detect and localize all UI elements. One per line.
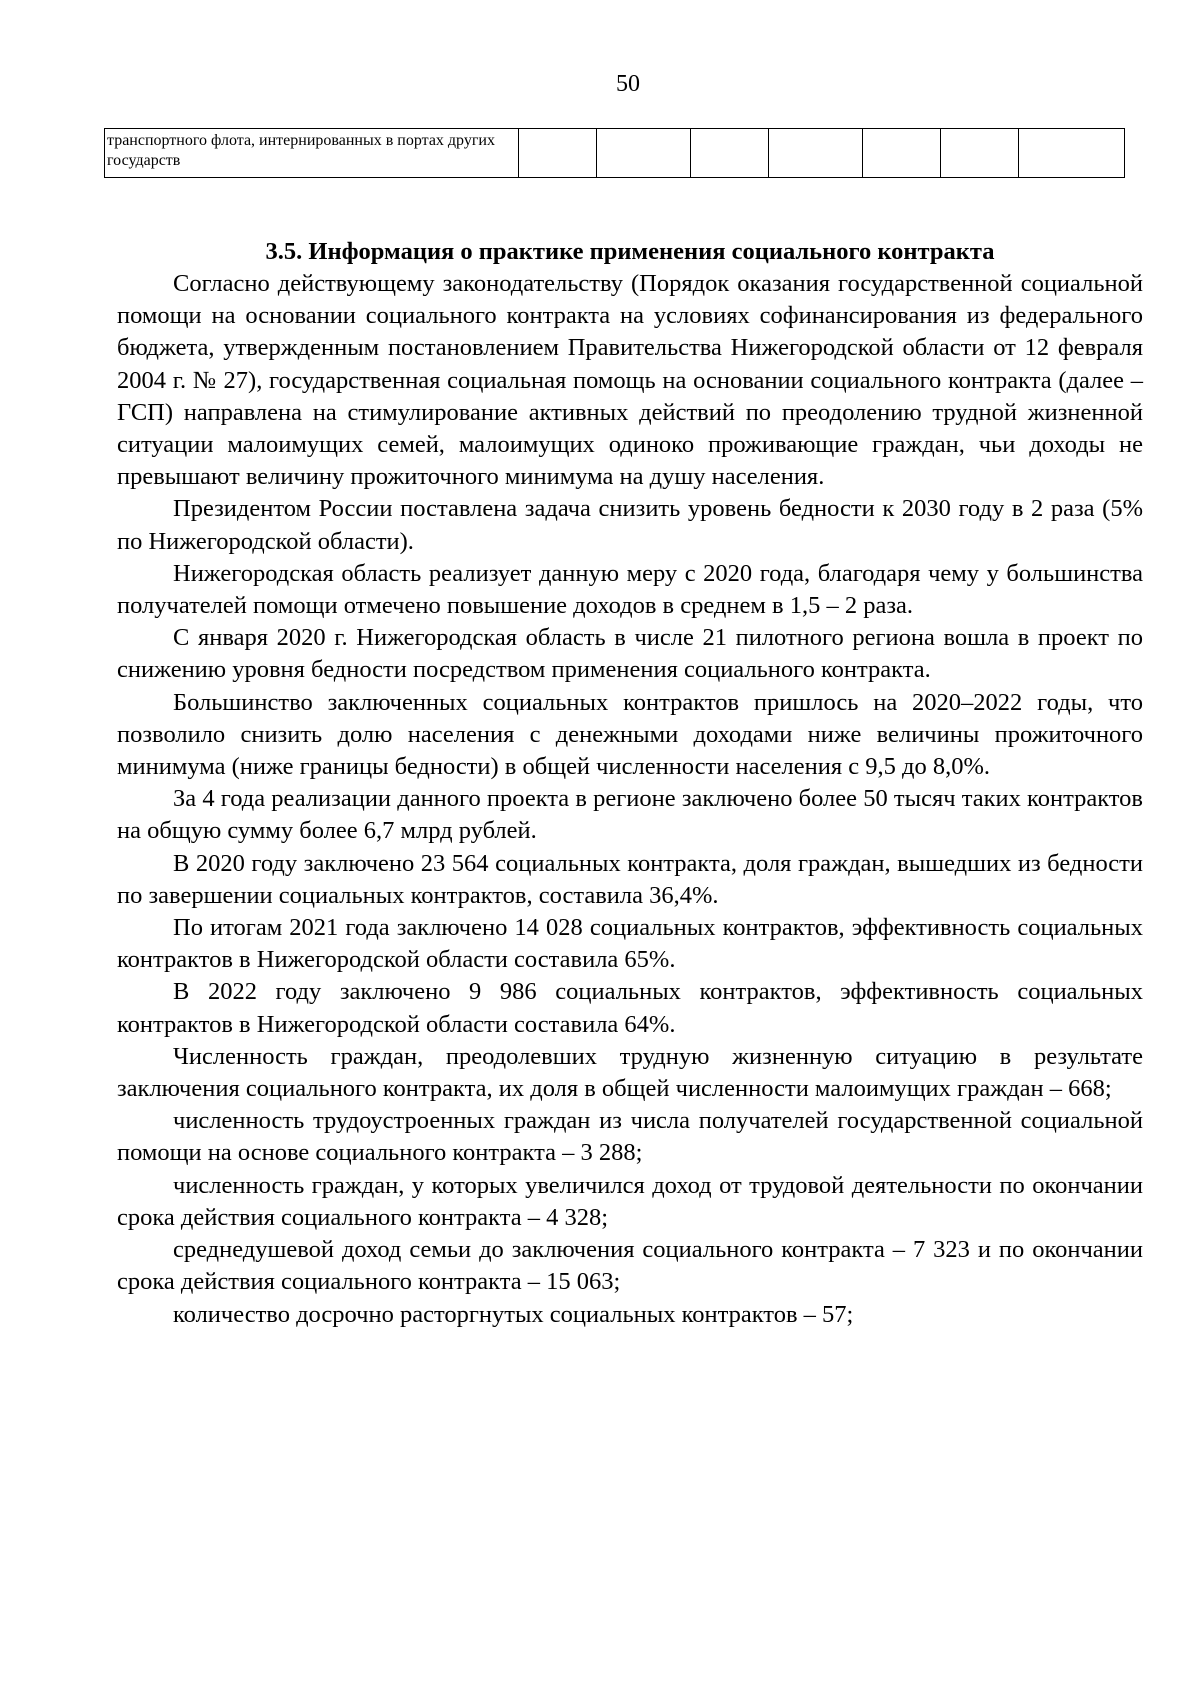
- paragraph: В 2022 году заключено 9 986 социальных контрактов, эффективность социальных контрактов в Нижегородской области составила 64%.: [117, 978, 1143, 1038]
- table-cell: [597, 129, 691, 178]
- table-cell: [1019, 129, 1125, 178]
- paragraph: численность трудоустроенных граждан из числа получателей государственной социальной помощи на основе социального контракта – 3 288;: [117, 1107, 1143, 1167]
- table-cell-label: транспортного флота, интернированных в портах других государств: [105, 129, 519, 178]
- paragraph: С января 2020 г. Нижегородская область в числе 21 пилотного региона вошла в проект по снижению уровня бедности посредством применения социального контракта.: [117, 624, 1143, 684]
- paragraph: В 2020 году заключено 23 564 социальных контракта, доля граждан, вышедших из бедности по завершении социальных контрактов, составила 36,4%.: [117, 849, 1143, 909]
- table-cell: [863, 129, 941, 178]
- section-title: 3.5. Информация о практике применения социального контракта: [265, 238, 995, 265]
- paragraph: количество досрочно расторгнутых социальных контрактов – 57;: [173, 1300, 854, 1328]
- table-cell: [941, 129, 1019, 178]
- paragraph: По итогам 2021 года заключено 14 028 социальных контрактов, эффективность социальных контрактов в Нижегородской области составила 65%.: [117, 914, 1143, 974]
- table-cell: [691, 129, 769, 178]
- paragraph: Согласно действующему законодательству (Порядок оказания государственной социальной помощи на основании социального контракта на условиях софинансирования из федерального бюджета, утвержденным постановлением Правительства Нижегородской области от 12 февраля 2004 г. № 27), государственная социальная помощь на основании социального контракта (далее – ГСП) направлена на стимулирование активных действий по преодолению трудной жизненной ситуации малоимущих семей, малоимущих одиноко проживающие граждан, чьи доходы не превышают величину прожиточного минимума на душу населения.: [117, 270, 1143, 491]
- paragraph: За 4 года реализации данного проекта в регионе заключено более 50 тысяч таких контрактов на общую сумму более 6,7 млрд рублей.: [117, 785, 1143, 845]
- table-fragment: [104, 128, 1125, 178]
- paragraph: Большинство заключенных социальных контрактов пришлось на 2020–2022 годы, что позволило снизить долю населения с денежными доходами ниже величины прожиточного минимума (ниже границы бедности) в общей численности населения с 9,5 до 8,0%.: [117, 688, 1143, 781]
- section-body: [117, 236, 1143, 1331]
- table-row: [105, 129, 1125, 178]
- page-number: 50: [616, 71, 640, 97]
- paragraph: Численность граждан, преодолевших трудную жизненную ситуацию в результате заключения социального контракта, их доля в общей численности малоимущих граждан – 668;: [117, 1042, 1143, 1103]
- table-cell: [769, 129, 863, 178]
- paragraph: среднедушевой доход семьи до заключения социального контракта – 7 323 и по окончании срока действия социального контракта – 15 063;: [117, 1236, 1143, 1296]
- paragraph: численность граждан, у которых увеличился доход от трудовой деятельности по окончании срока действия социального контракта – 4 328;: [117, 1171, 1143, 1231]
- table-cell: [519, 129, 597, 178]
- paragraph: Президентом России поставлена задача снизить уровень бедности к 2030 году в 2 раза (5% по Нижегородской области).: [117, 495, 1143, 555]
- paragraph: Нижегородская область реализует данную меру с 2020 года, благодаря чему у большинства получателей помощи отмечено повышение доходов в среднем в 1,5 – 2 раза.: [117, 559, 1143, 620]
